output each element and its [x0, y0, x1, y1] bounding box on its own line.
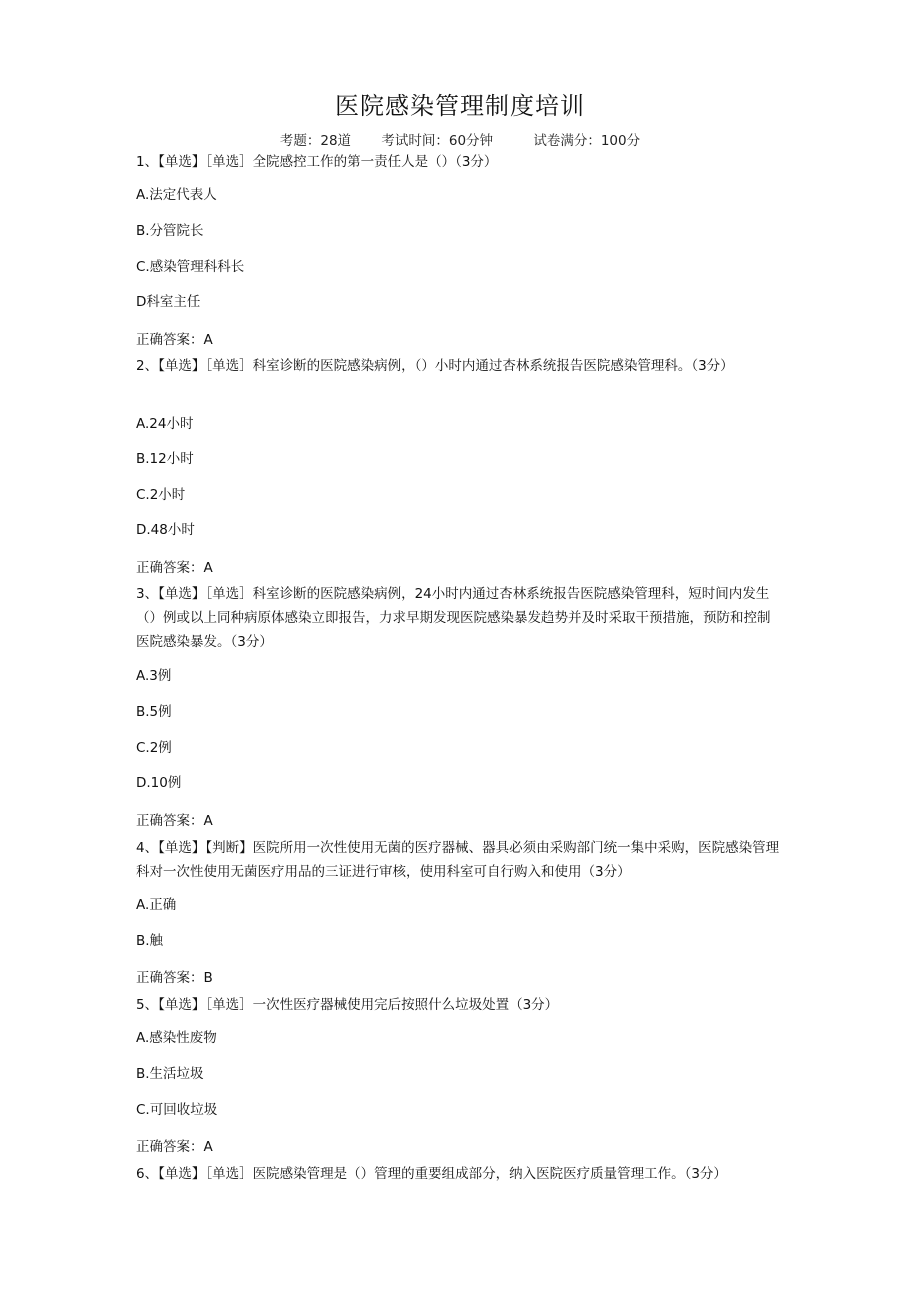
question-3-answer: 正确答案：A — [136, 813, 213, 829]
page-title: 医院感染管理制度培训 — [335, 92, 585, 120]
question-4-option-a: A.正确 — [136, 897, 177, 913]
question-4-answer: 正确答案：B — [136, 970, 213, 986]
exam-time: 考试时间：60分钟 — [381, 133, 494, 149]
question-1-text: 1、【单选】［单选］全院感控工作的第一责任人是（）（3分） — [136, 154, 498, 170]
question-5-text: 5、【单选】［单选］一次性医疗器械使用完后按照什么垃圾处置（3分） — [136, 997, 559, 1013]
exam-meta — [0, 129, 920, 149]
question-1-option-c: C.感染管理科科长 — [136, 259, 245, 275]
question-4-option-b: B.触 — [136, 933, 164, 949]
question-2-text: 2、【单选】［单选］科室诊断的医院感染病例，（）小时内通过杏林系统报告医院感染管理科。（3分） — [136, 358, 734, 374]
question-4-text: 4、【单选】【判断】医院所用一次性使用无菌的医疗器械、器具必须由采购部门统一集中采购，医院感染管理科对一次性使用无菌医疗用品的三证进行审核，使用科室可自行购入和使用（3分） — [136, 840, 780, 880]
question-5-option-b: B.生活垃圾 — [136, 1066, 204, 1082]
question-5-answer: 正确答案：A — [136, 1139, 213, 1155]
question-1-option-b: B.分管院长 — [136, 223, 204, 239]
question-1-answer: 正确答案：A — [136, 332, 213, 348]
question-3-option-b: B.5例 — [136, 704, 172, 720]
question-3-option-a: A.3例 — [136, 668, 172, 684]
full-score: 试卷满分：100分 — [533, 133, 641, 149]
question-2-option-b: B.12小时 — [136, 451, 194, 467]
question-count: 考题：28道 — [279, 133, 352, 149]
question-3-text: 3、【单选】［单选］科室诊断的医院感染病例，24小时内通过杏林系统报告医院感染管理科，短时间内发生（）例或以上同种病原体感染立即报告，力求早期发现医院感染暴发趋势并及时采取干预措施，预防和控制医院感染暴发。（3分） — [136, 586, 771, 650]
question-6-text: 6、【单选】［单选］医院感染管理是（）管理的重要组成部分，纳入医院医疗质量管理工作。（3分） — [136, 1166, 727, 1182]
question-1-option-a: A.法定代表人 — [136, 187, 217, 203]
question-3-option-c: C.2例 — [136, 740, 172, 756]
question-2-option-c: C.2小时 — [136, 487, 186, 503]
question-1-option-d: D科室主任 — [136, 294, 201, 310]
question-5-option-a: A.感染性废物 — [136, 1030, 217, 1046]
question-5-option-c: C.可回收垃圾 — [136, 1102, 218, 1118]
question-3-option-d: D.10例 — [136, 775, 182, 791]
question-2-option-a: A.24小时 — [136, 416, 194, 432]
question-2-option-d: D.48小时 — [136, 522, 195, 538]
question-2-answer: 正确答案：A — [136, 560, 213, 576]
